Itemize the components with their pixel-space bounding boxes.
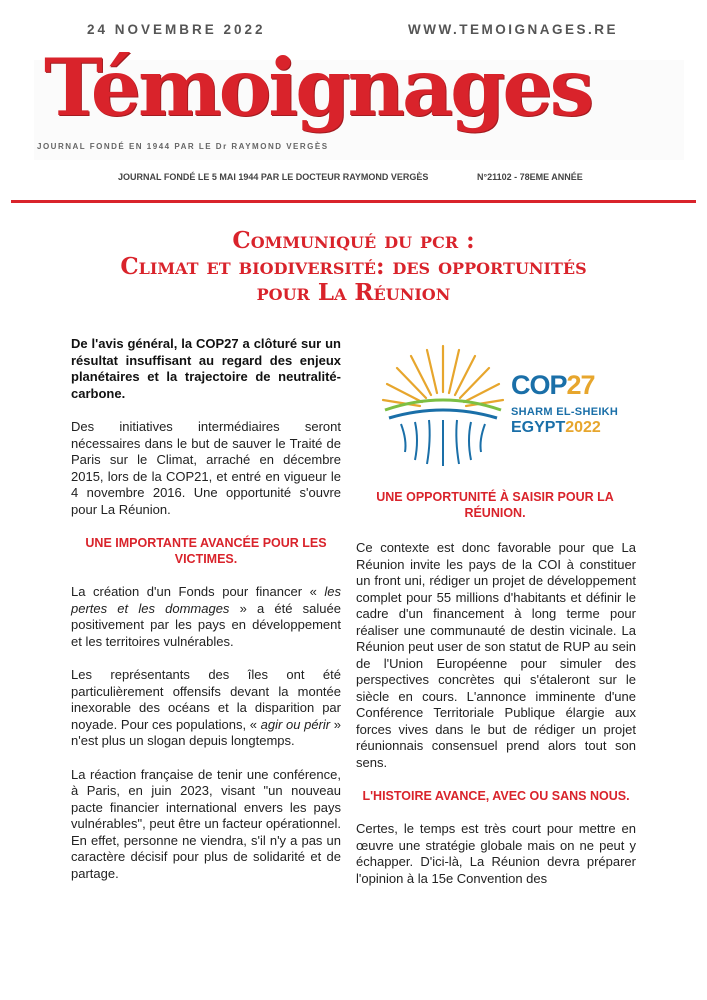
founded-line: JOURNAL FONDÉ LE 5 MAI 1944 PAR LE DOCTEUR RAYMOND VERGÈS — [118, 172, 429, 182]
headline-line-1: Communiqué du pcr : — [232, 227, 475, 254]
paragraph: La réaction française de tenir une conférence, à Paris, en juin 2023, visant "un nouveau pacte financier international envers les pays vulnérables", peut être un facteur opérationnel. En effet, personne ne viendra, s'il n'y a pas un caractère décisif pour plus de solidarité et de partage. — [71, 766, 341, 881]
masthead-subtitle: JOURNAL FONDÉ EN 1944 PAR LE Dr RAYMOND VERGÈS — [37, 142, 329, 151]
paragraph: Ce contexte est donc favorable pour que La Réunion invite les pays de la COI à constituer un front uni, rédiger un projet de développement complet pour 55 millions d'habitants et définir le cadre d'un financement à long terme pour réaliser une communauté de destin vicinale. La Réunion peut user de son statut de RUP au sein de l'Union Européenne pour simuler des perspectives concrètes qui s'étaleront sur le siècle en cours. L'annonce imminente d'une Conférence Territoriale Publique élargie aux forces vives dans le but de rédiger un projet réunionnais consensuel prend alors tout son sens. — [356, 540, 636, 770]
top-bar — [0, 22, 707, 42]
article-column-left — [71, 336, 341, 899]
issue-number: N°21102 - 78EME ANNÉE — [477, 172, 583, 182]
issue-date: 24 NOVEMBRE 2022 — [87, 22, 266, 37]
cop27-logo — [381, 340, 621, 470]
cop27-wordmark: COP27 — [511, 370, 595, 400]
logo-country-year: EGYPT2022 — [511, 419, 601, 436]
article-column-right — [356, 540, 636, 887]
masthead-logo — [34, 41, 684, 160]
article-headline — [0, 228, 707, 306]
headline-line-3: pour La Réunion — [256, 279, 451, 306]
lead-paragraph: De l'avis général, la COP27 a clôturé sur un résultat insuffisant au regard des enjeux planétaires et la trajectoire de neutralité-carbone. — [71, 336, 341, 401]
masthead-title: Témoignages — [44, 41, 592, 134]
headline-line-2: Climat et biodiversité: des opportunités — [120, 253, 587, 280]
paragraph: Certes, le temps est très court pour mettre en œuvre une stratégie globale mais on ne peut y échapper. D'ici-là, La Réunion devra préparer l'opinion à la 15e Convention des — [356, 821, 636, 886]
paragraph: La création d'un Fonds pour financer « les pertes et les dommages » a été saluée positivement par les pays en développement et les territoires vulnérables. — [71, 584, 341, 649]
logo-city: SHARM EL-SHEIKH — [511, 406, 619, 418]
website-link[interactable]: WWW.TEMOIGNAGES.RE — [408, 22, 618, 37]
section-heading: UNE OPPORTUNITÉ À SAISIR POUR LA RÉUNION. — [376, 490, 614, 520]
header-divider — [11, 200, 696, 203]
sun-globe-roots-icon — [381, 340, 506, 470]
section-heading-right-top — [364, 489, 626, 538]
paragraph: Des initiatives intermédiaires seront nécessaires dans le but de sauver le Traité de Paris sur le Climat, arraché en décembre 2015, lors de la COP21, et entré en vigueur le 4 novembre 2016. Une opportunité s'ouvre pour La Réunion. — [71, 419, 341, 517]
section-heading: UNE IMPORTANTE AVANCÉE POUR LES VICTIMES. — [85, 536, 327, 566]
paragraph: Les représentants des îles ont été particulièrement offensifs devant la montée inexorable des océans et la disparition par noyade. Pour ces populations, « agir ou périr » n'est plus un slogan depuis longtemps. — [71, 667, 342, 748]
section-heading: L'HISTOIRE AVANCE, AVEC OU SANS NOUS. — [362, 789, 630, 803]
